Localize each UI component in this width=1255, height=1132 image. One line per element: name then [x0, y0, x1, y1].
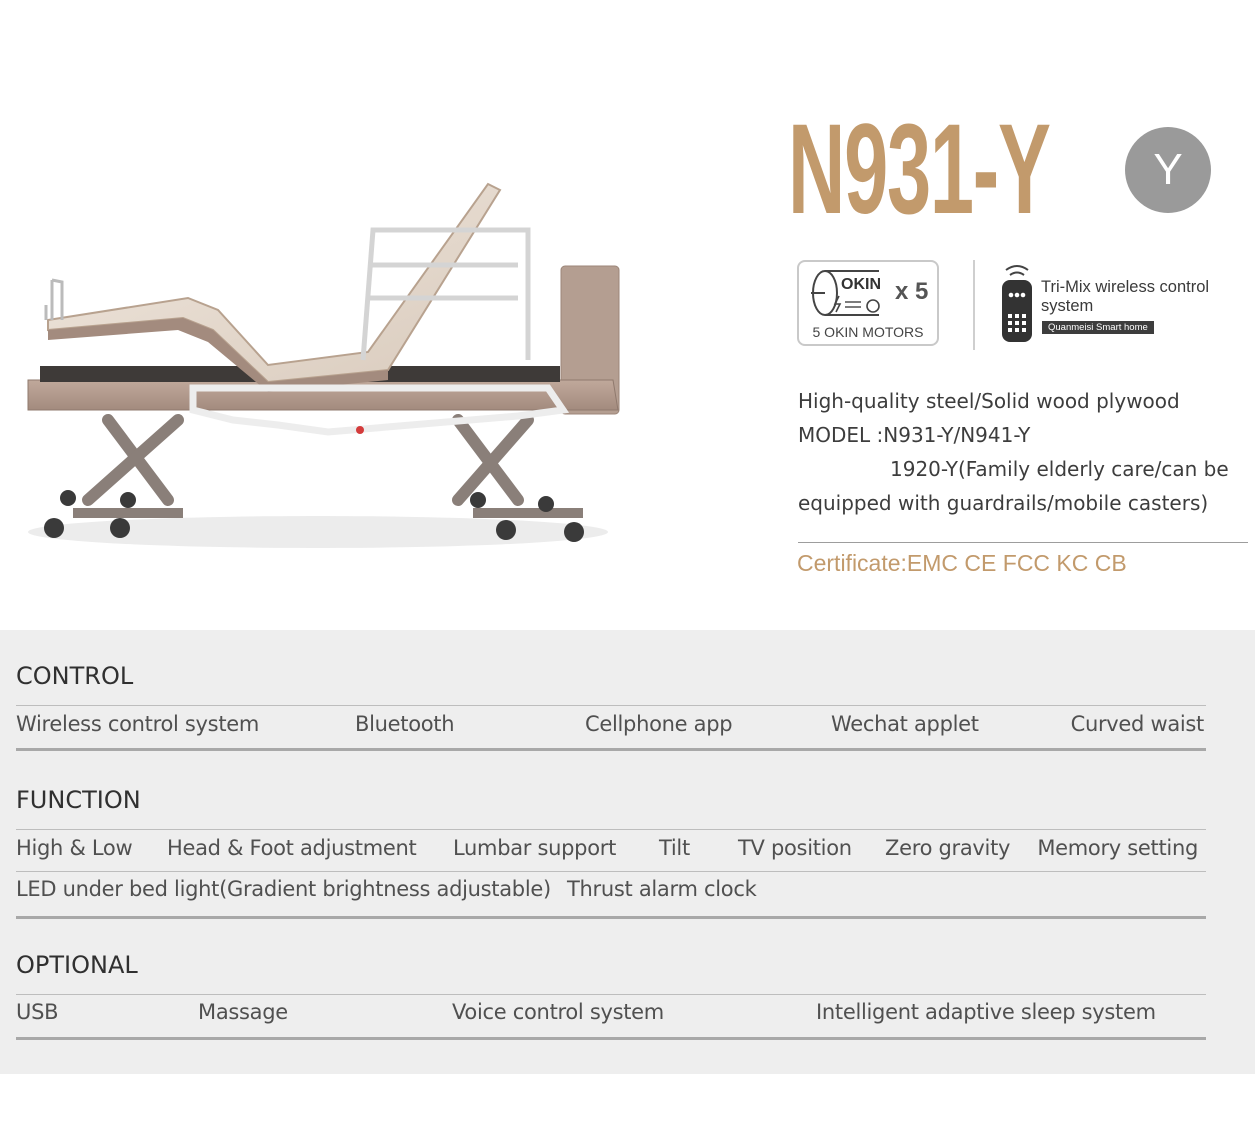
feature-item: Lumbar support	[453, 836, 617, 860]
divider	[16, 748, 1206, 751]
divider	[16, 916, 1206, 919]
okin-brand-label: OKIN	[841, 276, 881, 293]
feature-item: Massage	[198, 1000, 288, 1024]
divider	[16, 1037, 1206, 1040]
feature-item: LED under bed light(Gradient brightness adjustable)	[16, 877, 551, 901]
variant-badge: Y	[1125, 127, 1211, 213]
divider	[973, 260, 975, 350]
feature-item: Bluetooth	[355, 712, 455, 736]
description-line: MODEL :N931-Y/N941-Y	[798, 423, 1031, 447]
description-line: equipped with guardrails/mobile casters)	[798, 491, 1209, 515]
divider	[798, 542, 1248, 543]
divider	[16, 994, 1206, 995]
feature-item: Curved waist	[1070, 712, 1204, 736]
description-line: 1920-Y(Family elderly care/can be	[890, 457, 1229, 481]
feature-item: Memory setting	[1037, 836, 1198, 860]
feature-item: Head & Foot adjustment	[167, 836, 417, 860]
divider	[16, 829, 1206, 830]
feature-item: Intelligent adaptive sleep system	[816, 1000, 1156, 1024]
section-title-function: FUNCTION	[16, 786, 141, 814]
feature-item: USB	[16, 1000, 59, 1024]
feature-item: Wireless control system	[16, 712, 260, 736]
feature-item: Thrust alarm clock	[567, 877, 757, 901]
feature-item: Wechat applet	[831, 712, 979, 736]
bed-product-image	[18, 170, 628, 560]
remote-control-icon	[1000, 262, 1034, 344]
feature-item: Tilt	[659, 836, 690, 860]
motors-badge	[797, 260, 939, 346]
motors-caption: 5 OKIN MOTORS	[812, 324, 924, 340]
divider	[16, 871, 1206, 872]
motors-count: x 5	[895, 278, 929, 305]
remote-title: Tri-Mix wireless control system	[1041, 278, 1210, 315]
feature-item: Zero gravity	[885, 836, 1011, 860]
feature-item: Voice control system	[452, 1000, 664, 1024]
remote-brand-label: Quanmeisi Smart home	[1042, 321, 1154, 334]
certificate-text: Certificate:EMC CE FCC KC CB	[797, 550, 1127, 576]
feature-item: High & Low	[16, 836, 133, 860]
section-title-control: CONTROL	[16, 662, 134, 690]
feature-item: Cellphone app	[585, 712, 733, 736]
description-line: High-quality steel/Solid wood plywood	[798, 389, 1180, 413]
model-title: N931-Y	[788, 98, 1050, 241]
feature-item: TV position	[738, 836, 852, 860]
section-title-optional: OPTIONAL	[16, 951, 138, 979]
divider	[16, 705, 1206, 706]
